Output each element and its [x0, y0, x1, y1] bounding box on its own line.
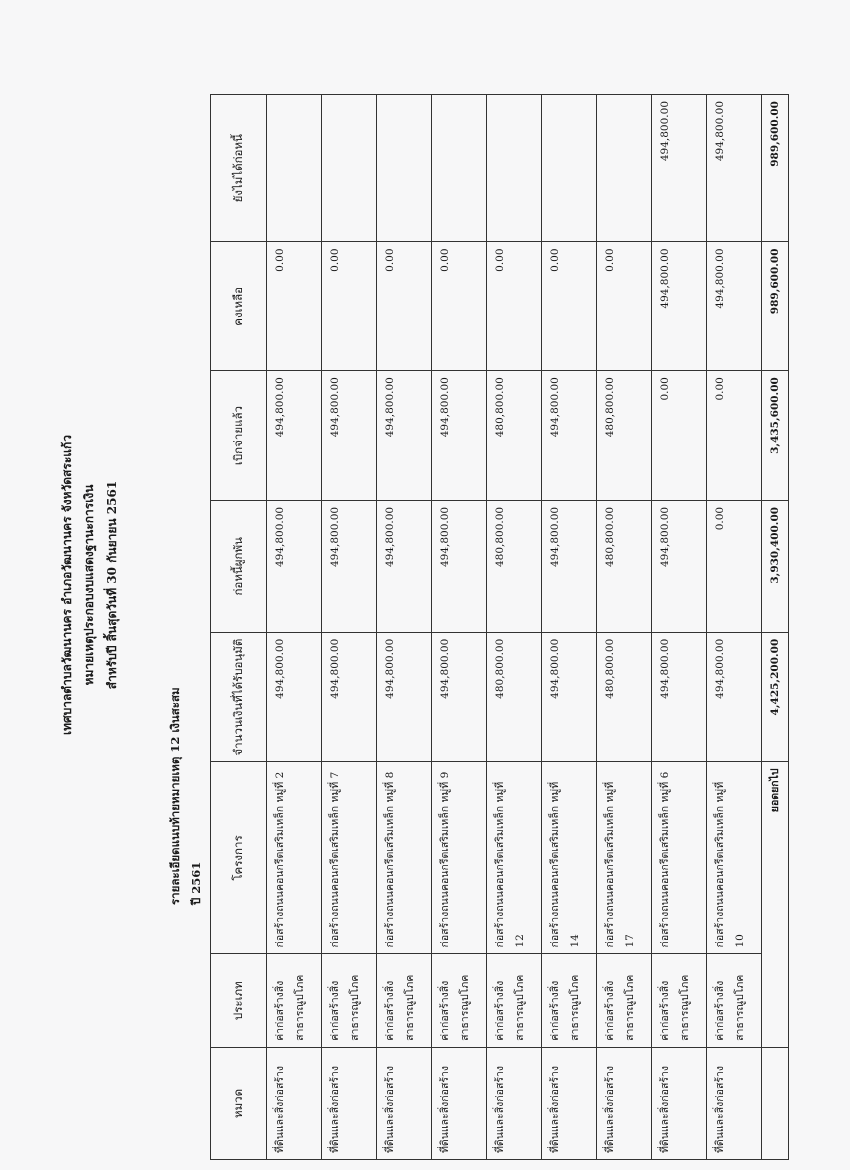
cell-committed: 494,800.00 — [377, 500, 432, 632]
subtitle-line-1: รายละเอียดแนบท้ายหมายเหตุ 12 เงินสะสม — [168, 687, 182, 905]
cell-category: ที่ดินและสิ่งก่อสร้าง — [707, 1047, 762, 1159]
total-label: ยอดยกไป — [762, 762, 789, 1047]
title-line-3: สำหรับปี สิ้นสุดวันที่ 30 กันยายน 2561 — [105, 480, 119, 690]
cell-paid: 480,800.00 — [597, 371, 652, 501]
cell-category: ที่ดินและสิ่งก่อสร้าง — [487, 1047, 542, 1159]
cell-type: ค่าก่อสร้างสิ่งสาธารณูปโภค — [707, 954, 762, 1047]
cell-project: ก่อสร้างถนนคอนกรีตเสริมเหล็ก หมู่ที่ 9 — [432, 762, 487, 954]
cell-project: ก่อสร้างถนนคอนกรีตเสริมเหล็ก หมู่ที่ 14 — [542, 762, 597, 954]
cell-approved: 494,800.00 — [542, 632, 597, 762]
cell-category: ที่ดินและสิ่งก่อสร้าง — [267, 1047, 322, 1159]
cell-category: ที่ดินและสิ่งก่อสร้าง — [432, 1047, 487, 1159]
cell-committed: 480,800.00 — [487, 500, 542, 632]
header-committed: ก่อหนี้ผูกพัน — [211, 500, 267, 632]
table-row — [377, 95, 432, 1160]
title-line-1: เทศบาลตำบลวัฒนานคร อำเภอวัฒนานคร จังหวัดสระแก้ว — [60, 434, 74, 736]
cell-committed: 0.00 — [707, 500, 762, 632]
cell-type: ค่าก่อสร้างสิ่งสาธารณูปโภค — [487, 954, 542, 1047]
cell-approved: 494,800.00 — [267, 632, 322, 762]
cell-project: ก่อสร้างถนนคอนกรีตเสริมเหล็ก หมู่ที่ 8 — [377, 762, 432, 954]
cell-project: ก่อสร้างถนนคอนกรีตเสริมเหล็ก หมู่ที่ 2 — [267, 762, 322, 954]
cell-type: ค่าก่อสร้างสิ่งสาธารณูปโภค — [597, 954, 652, 1047]
cell-paid: 0.00 — [707, 371, 762, 501]
cell-uncommitted: 494,800.00 — [652, 95, 707, 242]
header-project: โครงการ — [211, 762, 267, 954]
cell-approved: 494,800.00 — [322, 632, 377, 762]
cell-paid: 494,800.00 — [377, 371, 432, 501]
cell-project: ก่อสร้างถนนคอนกรีตเสริมเหล็ก หมู่ที่ 6 — [652, 762, 707, 954]
table-row — [652, 95, 707, 1160]
table-row — [542, 95, 597, 1160]
cell-approved: 494,800.00 — [377, 632, 432, 762]
cell-uncommitted: 494,800.00 — [707, 95, 762, 242]
cell-remaining: 0.00 — [542, 242, 597, 371]
table-row — [432, 95, 487, 1160]
table-row — [707, 95, 762, 1160]
cell-paid: 494,800.00 — [542, 371, 597, 501]
table-header-row — [211, 95, 267, 1160]
cell-paid: 480,800.00 — [487, 371, 542, 501]
cell-project: ก่อสร้างถนนคอนกรีตเสริมเหล็ก หมู่ที่ 7 — [322, 762, 377, 954]
header-type: ประเภท — [211, 954, 267, 1047]
cell-uncommitted — [267, 95, 322, 242]
cell-paid: 0.00 — [652, 371, 707, 501]
cell-paid: 494,800.00 — [322, 371, 377, 501]
cell-committed: 494,800.00 — [322, 500, 377, 632]
cell-type: ค่าก่อสร้างสิ่งสาธารณูปโภค — [432, 954, 487, 1047]
cell-committed: 494,800.00 — [652, 500, 707, 632]
cell-category: ที่ดินและสิ่งก่อสร้าง — [322, 1047, 377, 1159]
total-uncommitted: 989,600.00 — [762, 95, 789, 242]
table-row — [267, 95, 322, 1160]
cell-uncommitted — [432, 95, 487, 242]
cell-uncommitted — [487, 95, 542, 242]
cell-category: ที่ดินและสิ่งก่อสร้าง — [652, 1047, 707, 1159]
total-row — [762, 95, 789, 1160]
cell-category: ที่ดินและสิ่งก่อสร้าง — [377, 1047, 432, 1159]
total-empty-cell — [762, 1047, 789, 1159]
cell-type: ค่าก่อสร้างสิ่งสาธารณูปโภค — [652, 954, 707, 1047]
cell-uncommitted — [322, 95, 377, 242]
header-category: หมวด — [211, 1047, 267, 1159]
cell-approved: 494,800.00 — [652, 632, 707, 762]
cell-uncommitted — [377, 95, 432, 242]
header-paid: เบิกจ่ายแล้ว — [211, 371, 267, 501]
cell-remaining: 0.00 — [377, 242, 432, 371]
cell-approved: 494,800.00 — [707, 632, 762, 762]
cell-type: ค่าก่อสร้างสิ่งสาธารณูปโภค — [377, 954, 432, 1047]
cell-remaining: 0.00 — [487, 242, 542, 371]
cell-project: ก่อสร้างถนนคอนกรีตเสริมเหล็ก หมู่ที่ 10 — [707, 762, 762, 954]
cell-remaining: 494,800.00 — [652, 242, 707, 371]
table-row — [487, 95, 542, 1160]
header-remaining: คงเหลือ — [211, 242, 267, 371]
total-committed: 3,930,400.00 — [762, 500, 789, 632]
total-approved: 4,425,200.00 — [762, 632, 789, 762]
cell-category: ที่ดินและสิ่งก่อสร้าง — [542, 1047, 597, 1159]
cell-paid: 494,800.00 — [267, 371, 322, 501]
table-row — [597, 95, 652, 1160]
cell-remaining: 494,800.00 — [707, 242, 762, 371]
cell-uncommitted — [597, 95, 652, 242]
total-remaining: 989,600.00 — [762, 242, 789, 371]
cell-committed: 480,800.00 — [597, 500, 652, 632]
cell-committed: 494,800.00 — [267, 500, 322, 632]
total-paid: 3,435,600.00 — [762, 371, 789, 501]
cell-remaining: 0.00 — [267, 242, 322, 371]
cell-uncommitted — [542, 95, 597, 242]
cell-remaining: 0.00 — [597, 242, 652, 371]
subtitle-line-2: ปี 2561 — [189, 861, 203, 905]
cell-committed: 494,800.00 — [542, 500, 597, 632]
cell-type: ค่าก่อสร้างสิ่งสาธารณูปโภค — [322, 954, 377, 1047]
cell-approved: 480,800.00 — [597, 632, 652, 762]
cell-type: ค่าก่อสร้างสิ่งสาธารณูปโภค — [267, 954, 322, 1047]
table-row — [322, 95, 377, 1160]
cell-approved: 494,800.00 — [432, 632, 487, 762]
cell-remaining: 0.00 — [432, 242, 487, 371]
cell-approved: 480,800.00 — [487, 632, 542, 762]
header-uncommitted: ยังไม่ได้ก่อหนี้ — [211, 95, 267, 242]
cell-category: ที่ดินและสิ่งก่อสร้าง — [597, 1047, 652, 1159]
cell-type: ค่าก่อสร้างสิ่งสาธารณูปโภค — [542, 954, 597, 1047]
header-approved: จำนวนเงินที่ได้รับอนุมัติ — [211, 632, 267, 762]
cell-paid: 494,800.00 — [432, 371, 487, 501]
cell-committed: 494,800.00 — [432, 500, 487, 632]
title-line-2: หมายเหตุประกอบงบแสดงฐานะการเงิน — [82, 484, 96, 686]
accumulated-funds-table — [210, 94, 789, 1160]
cell-project: ก่อสร้างถนนคอนกรีตเสริมเหล็ก หมู่ที่ 17 — [597, 762, 652, 954]
cell-project: ก่อสร้างถนนคอนกรีตเสริมเหล็ก หมู่ที่ 12 — [487, 762, 542, 954]
cell-remaining: 0.00 — [322, 242, 377, 371]
